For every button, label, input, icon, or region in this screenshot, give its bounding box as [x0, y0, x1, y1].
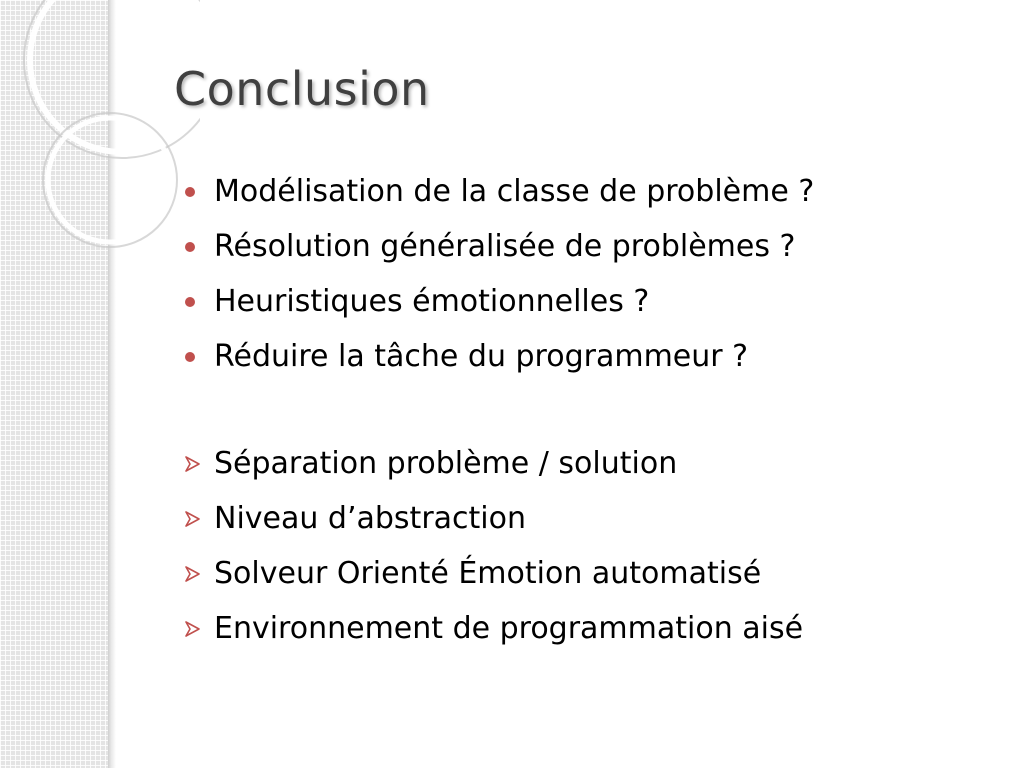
arrow-bullet-icon [184, 621, 200, 637]
list-item-text: Résolution généralisée de problèmes ? [214, 229, 796, 264]
slide-title: Conclusion [174, 62, 430, 116]
answer-arrow-list [182, 436, 803, 656]
dot-bullet-icon [185, 242, 195, 252]
question-bullet-list [182, 164, 814, 384]
list-item-text: Modélisation de la classe de problème ? [214, 174, 815, 209]
list-item [182, 164, 814, 219]
decorative-ring-small-shade [43, 113, 177, 247]
arrow-bullet-icon [184, 566, 200, 582]
arrow-bullet-icon [184, 511, 200, 527]
list-item [182, 219, 814, 274]
list-item-text: Heuristiques émotionnelles ? [214, 284, 650, 319]
arrow-bullet-icon [184, 456, 200, 472]
list-item [182, 329, 814, 384]
list-item [182, 491, 803, 546]
list-item [182, 601, 803, 656]
list-item-text: Solveur Orienté Émotion automatisé [214, 556, 762, 591]
dot-bullet-icon [185, 297, 195, 307]
decorative-rings [0, 0, 200, 260]
list-item-text: Séparation problème / solution [214, 446, 678, 481]
list-item [182, 436, 803, 491]
decorative-ring-small [48, 118, 172, 242]
dot-bullet-icon [185, 352, 195, 362]
list-item-text: Niveau d’abstraction [214, 501, 526, 536]
list-item-text: Environnement de programmation aisé [214, 611, 804, 646]
list-item [182, 546, 803, 601]
list-item-text: Réduire la tâche du programmeur ? [214, 339, 749, 374]
list-item [182, 274, 814, 329]
dot-bullet-icon [185, 187, 195, 197]
